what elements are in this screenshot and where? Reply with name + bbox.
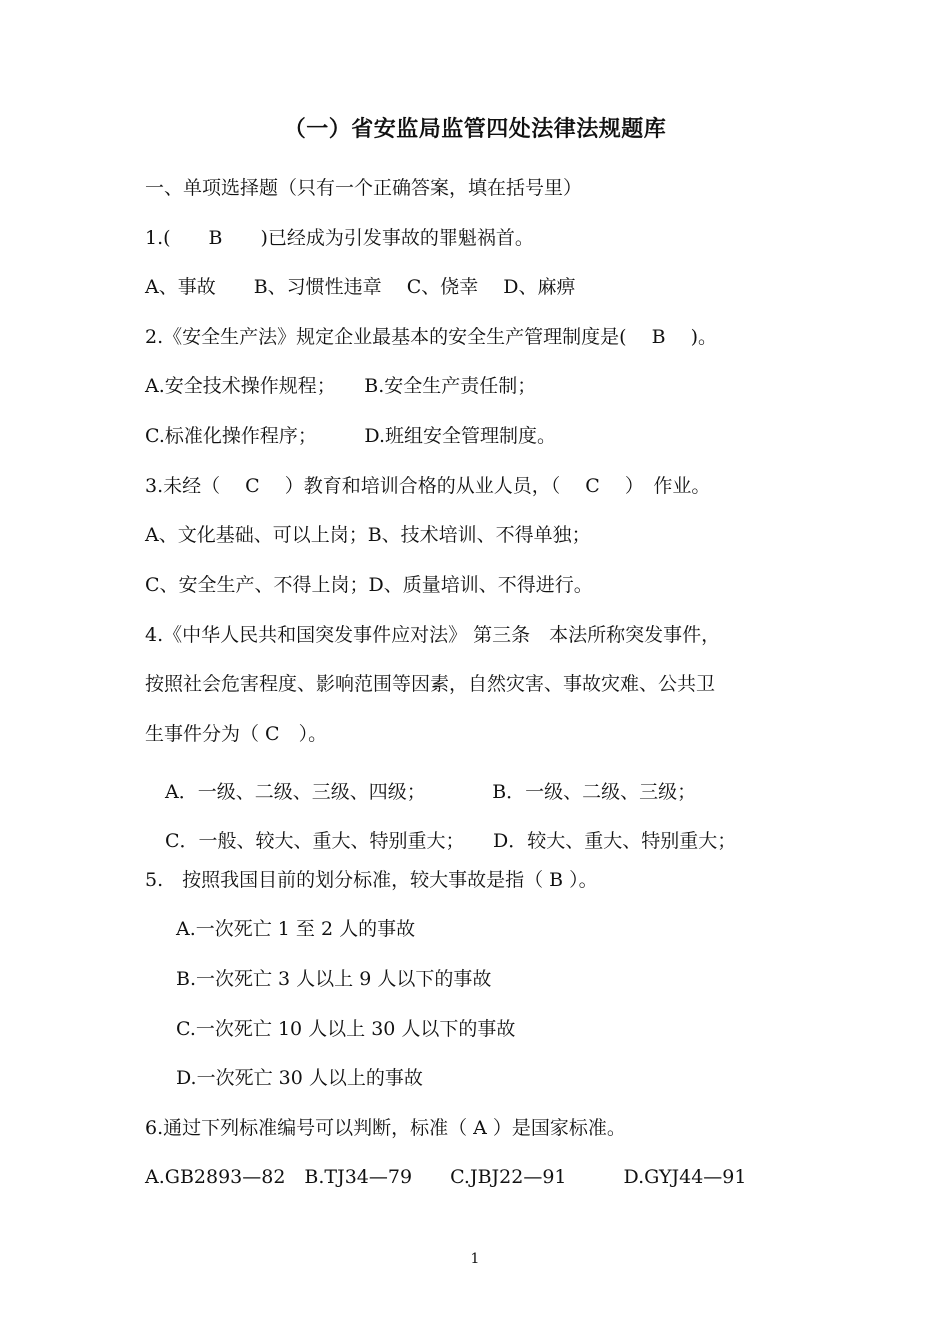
question-6: 6.通过下列标准编号可以判断，标准（ A ）是国家标准。 xyxy=(145,1117,626,1139)
question-3-options-cd: C、安全生产、不得上岗；D、质量培训、不得进行。 xyxy=(145,574,593,596)
question-4-options-ab: A．一级、二级、三级、四级； B．一级、二级、三级； xyxy=(165,781,697,803)
question-2-options-ab: A.安全技术操作规程； B.安全生产责任制； xyxy=(145,375,537,397)
question-2: 2.《安全生产法》规定企业最基本的安全生产管理制度是( B )。 xyxy=(145,326,717,348)
question-4-line-3: 生事件分为（ C ）。 xyxy=(145,723,328,745)
question-1: 1.( B )已经成为引发事故的罪魁祸首。 xyxy=(145,227,534,249)
question-5-option-c: C.一次死亡 10 人以上 30 人以下的事故 xyxy=(176,1018,516,1040)
document-title: （一）省安监局监管四处法律法规题库 xyxy=(283,117,667,142)
section-heading: 一、单项选择题（只有一个正确答案，填在括号里） xyxy=(145,177,583,199)
question-5: 5. 按照我国目前的划分标准，较大事故是指（ B ）。 xyxy=(145,869,598,891)
question-2-options-cd: C.标准化操作程序； D.班组安全管理制度。 xyxy=(145,425,556,447)
question-4-options-cd: C．一般、较大、重大、特别重大； D．较大、重大、特别重大； xyxy=(165,830,737,852)
question-4-line-2: 按照社会危害程度、影响范围等因素，自然灾害、事故灾难、公共卫 xyxy=(145,673,716,695)
question-5-option-a: A.一次死亡 1 至 2 人的事故 xyxy=(176,918,416,940)
question-4-line-1: 4.《中华人民共和国突发事件应对法》 第三条 本法所称突发事件， xyxy=(145,624,721,646)
question-6-options: A.GB2893—82 B.TJ34—79 C.JBJ22—91 D.GYJ44—91 xyxy=(145,1166,747,1188)
question-1-options: A、事故 B、习惯性违章 C、侥幸 D、麻痹 xyxy=(145,276,576,298)
question-3-options-ab: A、文化基础、可以上岗；B、技术培训、不得单独； xyxy=(145,524,591,546)
page-number: 1 xyxy=(470,1251,480,1267)
question-5-option-b: B.一次死亡 3 人以上 9 人以下的事故 xyxy=(176,968,492,990)
question-5-option-d: D.一次死亡 30 人以上的事故 xyxy=(176,1067,423,1089)
question-3: 3.未经（ C ）教育和培训合格的从业人员，（ C ） 作业。 xyxy=(145,475,711,497)
